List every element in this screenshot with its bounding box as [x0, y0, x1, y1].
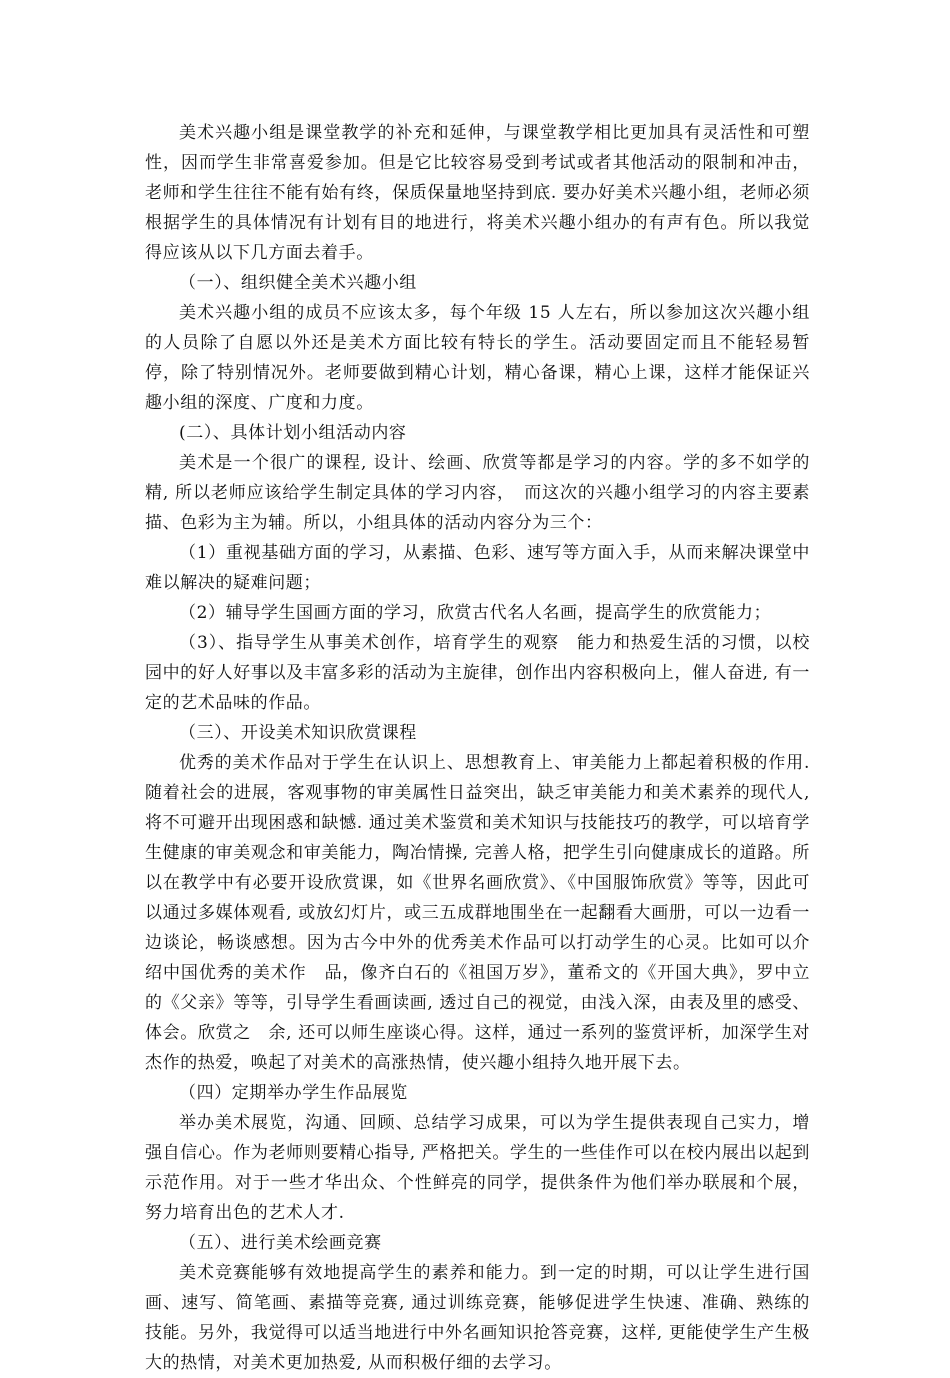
paragraph-section-4: 举办美术展览，沟通、回顾、总结学习成果，可以为学生提供表现自己实力，增强自信心。作为老师则要精心指导, 严格把关。学生的一些佳作可以在校内展出以起到示范作用。对于一些才华出众、个性鲜亮的同学，提供条件为他们举办联展和个展，努力培育出色的艺术人才. — [145, 1113, 810, 1223]
section-heading-5: （五）、进行美术绘画竞赛 — [179, 1233, 382, 1253]
document-body — [145, 118, 828, 1378]
paragraph-section-2: 美术是一个很广的课程, 设计、绘画、欣赏等都是学习的内容。学的多不如学的精, 所以老师应该给学生制定具体的学习内容， 而这次的兴趣小组学习的内容主要素描、色彩为主为辅。所以，小组具体的活动内容分为三个： — [145, 453, 810, 533]
section-heading-1: （一）、组织健全美术兴趣小组 — [179, 273, 417, 293]
paragraph-section-1: 美术兴趣小组的成员不应该太多，每个年级 15 人左右，所以参加这次兴趣小组的人员除了自愿以外还是美术方面比较有特长的学生。活动要固定而且不能轻易暂停，除了特别情况外。老师要做到精心计划，精心备课，精心上课，这样才能保证兴趣小组的深度、广度和力度。 — [145, 303, 810, 413]
section-heading-3: （三）、开设美术知识欣赏课程 — [179, 723, 417, 743]
section-heading-2: (二）、具体计划小组活动内容 — [179, 423, 407, 443]
list-item-1: （1）重视基础方面的学习，从素描、色彩、速写等方面入手，从而来解决课堂中难以解决的疑难问题； — [145, 543, 810, 593]
section-heading-4: （四）定期举办学生作品展览 — [179, 1083, 408, 1103]
paragraph-section-3: 优秀的美术作品对于学生在认识上、思想教育上、审美能力上都起着积极的作用. 随着社会的进展，客观事物的审美属性日益突出，缺乏审美能力和美术素养的现代人, 将不可避开出现困惑和缺憾. 通过美术鉴赏和美术知识与技能技巧的教学，可以培育学生健康的审美观念和审美能力，陶冶情操, 完善人格，把学生引向健康成长的道路。所以在教学中有必要开设欣赏课，如《世界名画欣赏》、《中国服饰欣赏》等等，因此可以通过多媒体观看, 或放幻灯片，或三五成群地围坐在一起翻看大画册，可以一边看一边谈论，畅谈感想。因为古今中外的优秀美术作品可以打动学生的心灵。比如可以介绍中国优秀的美术作 品，像齐白石的《祖国万岁》，董希文的《开国大典》，罗中立的《父亲》等等，引导学生看画读画, 透过自己的视觉，由浅入深，由表及里的感受、体会。欣赏之 余, 还可以师生座谈心得。这样，通过一系列的鉴赏评析，加深学生对杰作的热爱，唤起了对美术的高涨热情，使兴趣小组持久地开展下去。 — [145, 753, 810, 1073]
list-item-2: （2）辅导学生国画方面的学习，欣赏古代名人名画，提高学生的欣赏能力； — [179, 603, 772, 623]
paragraph-intro: 美术兴趣小组是课堂教学的补充和延伸，与课堂教学相比更加具有灵活性和可塑性，因而学生非常喜爱参加。但是它比较容易受到考试或者其他活动的限制和冲击，老师和学生往往不能有始有终，保质保量地坚持到底. 要办好美术兴趣小组，老师必须根据学生的具体情况有计划有目的地进行，将美术兴趣小组办的有声有色。所以我觉得应该从以下几方面去着手。 — [145, 123, 810, 263]
paragraph-section-5: 美术竞赛能够有效地提高学生的素养和能力。到一定的时期，可以让学生进行国画、速写、简笔画、素描等竞赛, 通过训练竞赛，能够促进学生快速、准确、熟练的 技能。另外，我觉得可以适当地进行中外名画知识抢答竞赛，这样, 更能使学生产生极大的热情，对美术更加热爱, 从而积极仔细的去学习。 — [145, 1263, 828, 1373]
list-item-3: （3）、指导学生从事美术创作，培育学生的观察 能力和热爱生活的习惯，以校园中的好人好事以及丰富多彩的活动为主旋律，创作出内容积极向上，催人奋进, 有一定的艺术品味的作品。 — [145, 633, 810, 713]
